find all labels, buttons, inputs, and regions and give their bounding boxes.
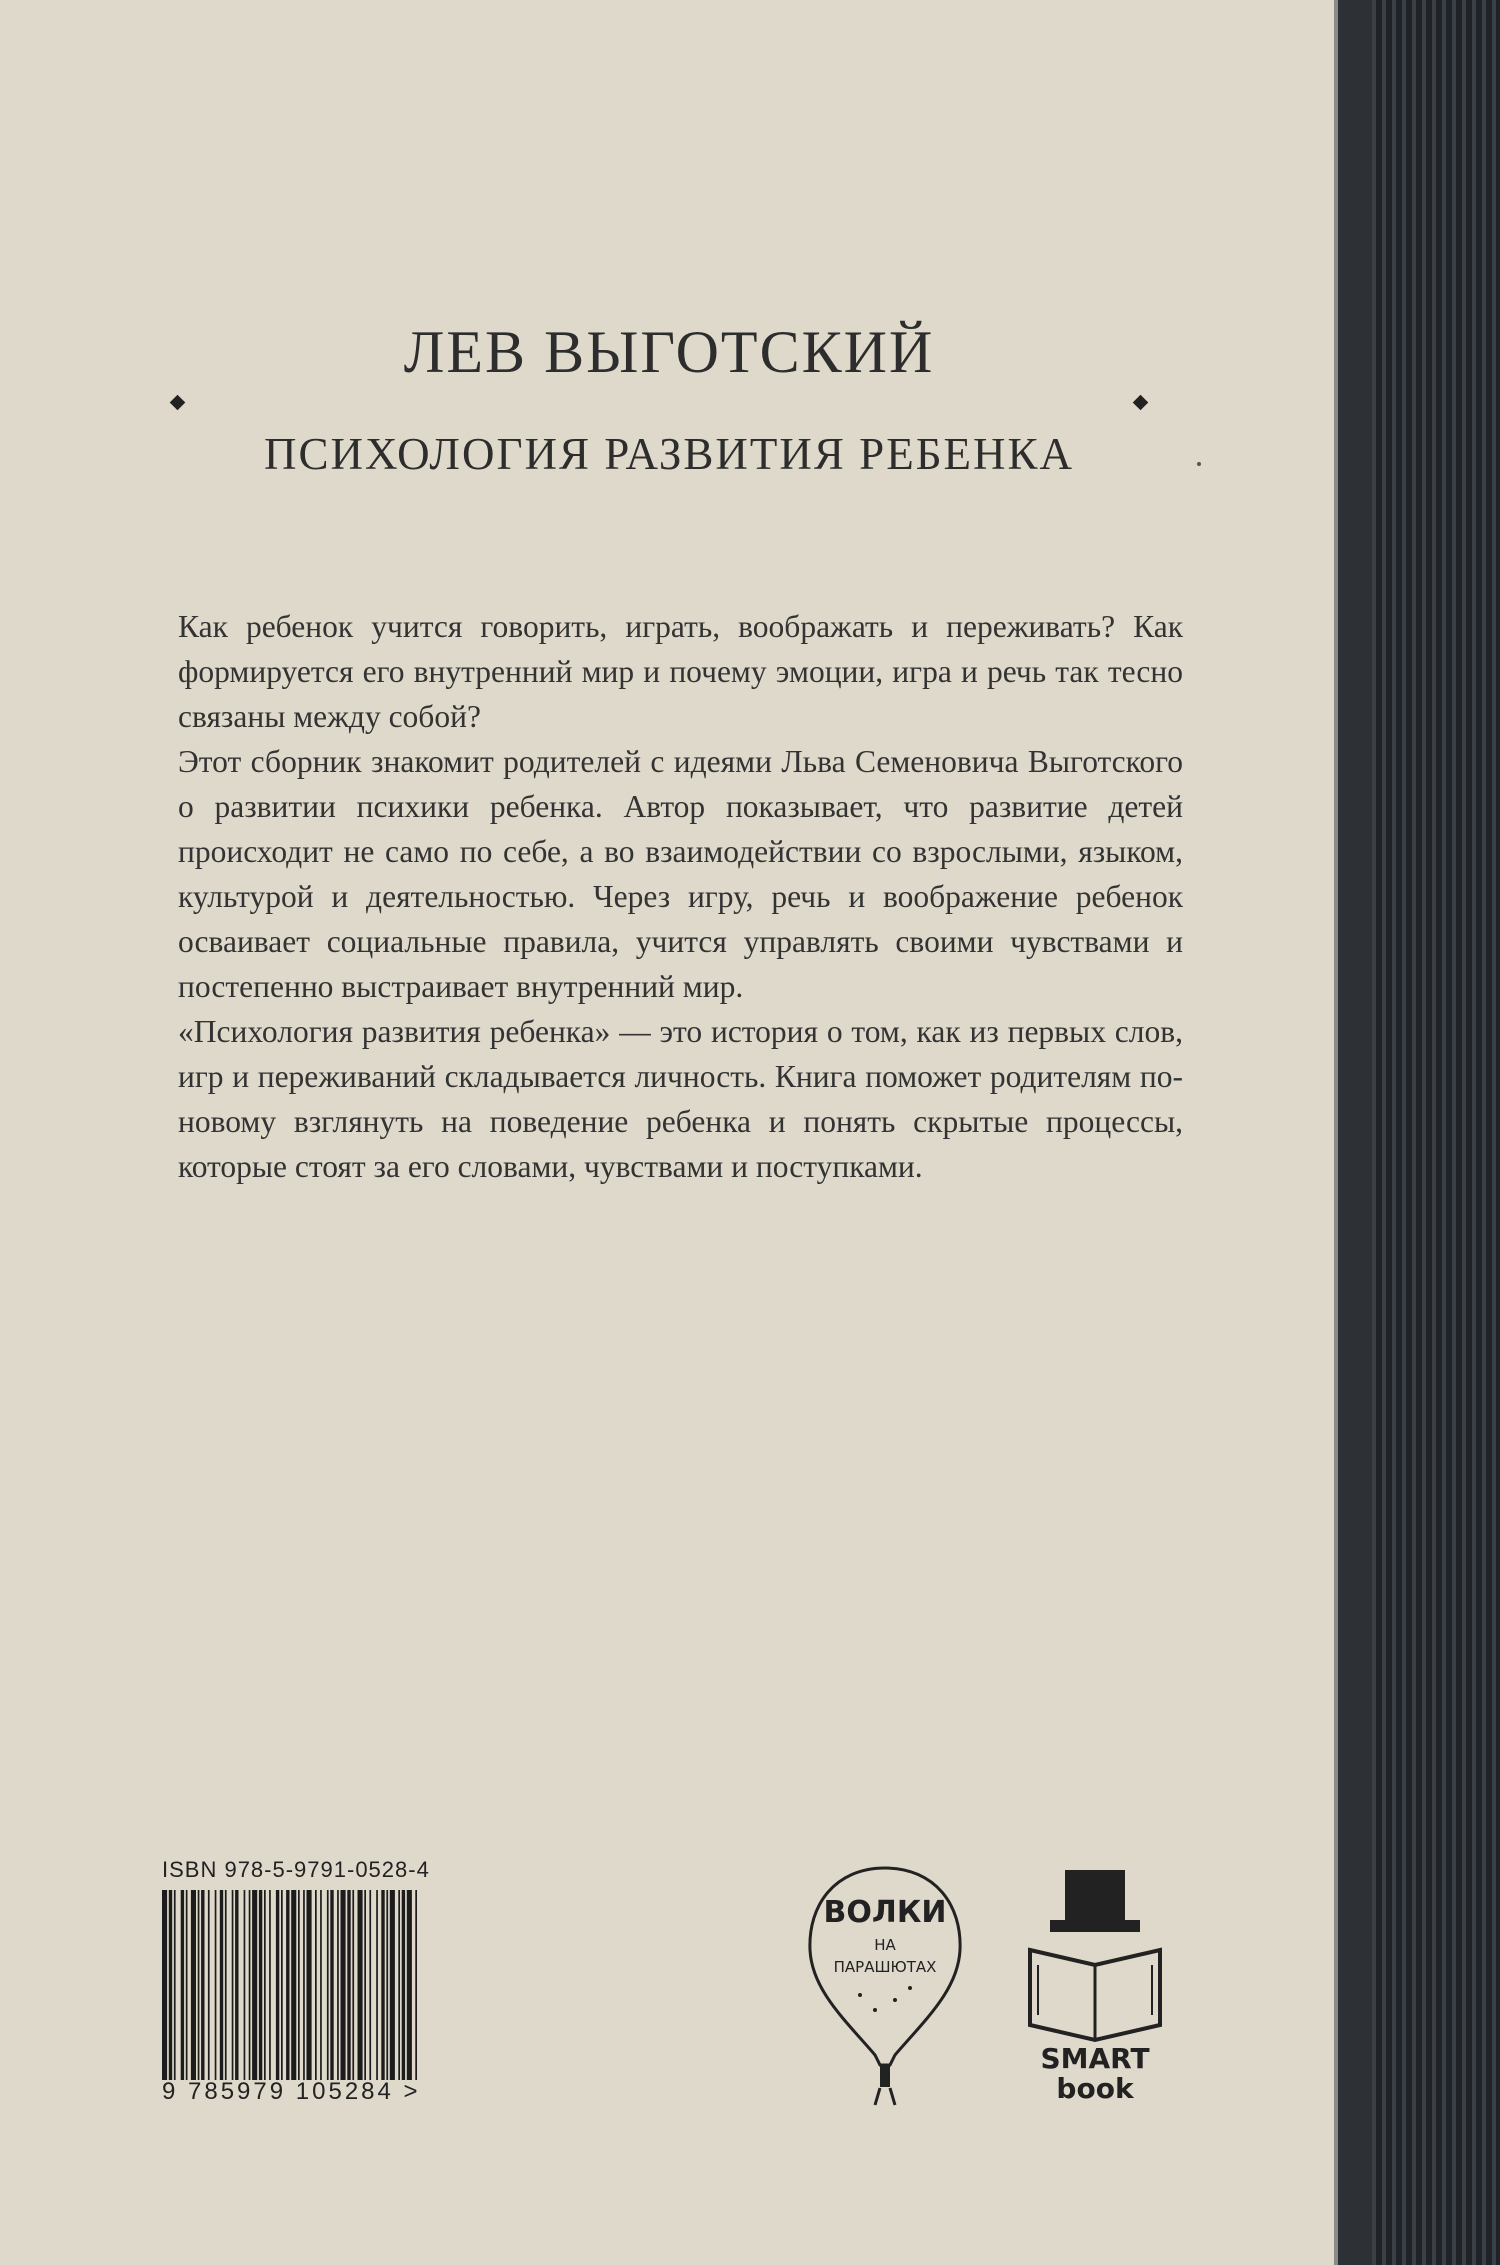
barcode-bar <box>235 1890 238 2080</box>
barcode-bar <box>407 1890 412 2080</box>
barcode-bar <box>208 1890 210 2080</box>
barcode-bar <box>369 1890 371 2080</box>
barcode-bar <box>390 1890 395 2080</box>
wolves-logo-text-3: ПАРАШЮТАХ <box>833 1958 937 1976</box>
blurb-paragraph-2: Этот сборник знакомит родителей с идеями Льва Семеновича Выготского о развитии психики ребенка. Автор показывает, что развитие детей происходит не само по себе, а во взаимодействии со взрослыми, языком, культурой и деятельностью. Через игру, речь и воображение ребенок осваивает социальные правила, учится управлять своими чувствами и постепенно выстраивает внутренний мир. <box>178 744 1183 1004</box>
barcode-bar <box>402 1890 405 2080</box>
barcode-bar <box>281 1890 283 2080</box>
barcode-bar <box>347 1890 350 2080</box>
barcode-bar <box>264 1890 266 2080</box>
blurb-paragraph-1: Как ребенок учится говорить, играть, воображать и переживать? Как формируется его внутренний мир и почему эмоции, игра и речь так тесно связаны между собой? <box>178 609 1183 734</box>
barcode-bar <box>415 1890 417 2080</box>
smart-logo-text-1: SMART <box>1040 2042 1150 2075</box>
wolves-on-parachutes-logo <box>800 1860 970 2120</box>
smart-logo-text-2: book <box>1056 2072 1134 2105</box>
barcode-bar <box>330 1890 333 2080</box>
barcode-bar <box>298 1890 300 2080</box>
barcode-bar <box>215 1890 217 2080</box>
barcode-bar <box>174 1890 176 2080</box>
barcode-bar <box>337 1890 339 2080</box>
barcode-bar <box>269 1890 271 2080</box>
barcode-bar <box>244 1890 246 2080</box>
smart-book-logo <box>1020 1865 1170 2105</box>
barcode-bar <box>198 1890 200 2080</box>
barcode-bar <box>307 1890 312 2080</box>
barcode-bar <box>341 1890 346 2080</box>
barcode-bar <box>276 1890 279 2080</box>
barcode-bar <box>186 1890 188 2080</box>
barcode-bar <box>252 1890 257 2080</box>
book-title: ПСИХОЛОГИЯ РАЗВИТИЯ РЕБЕНКА <box>263 429 1075 479</box>
barcode-bar <box>381 1890 384 2080</box>
barcode-digits: 9 785979 105284 > <box>162 2078 421 2105</box>
barcode-bar <box>315 1890 317 2080</box>
barcode-bar <box>352 1890 354 2080</box>
wolves-logo-text-2: НА <box>874 1936 896 1954</box>
author-name: ЛЕВ ВЫГОТСКИЙ <box>403 319 935 385</box>
spine-texture <box>1372 0 1500 2265</box>
barcode-bar <box>259 1890 262 2080</box>
barcode-bar <box>191 1890 196 2080</box>
barcode-bar <box>201 1890 204 2080</box>
blurb-text <box>178 604 1183 1189</box>
barcode-bar <box>249 1890 251 2080</box>
barcode-bar <box>364 1890 366 2080</box>
barcode-bar <box>225 1890 227 2080</box>
isbn-label: ISBN 978-5-9791-0528-4 <box>162 1857 430 1882</box>
barcode-bar <box>291 1890 296 2080</box>
barcode-bar <box>398 1890 400 2080</box>
barcode-bar <box>162 1890 167 2080</box>
barcode-bar <box>286 1890 289 2080</box>
barcode-icon <box>162 1890 485 2080</box>
barcode-bar <box>303 1890 305 2080</box>
barcode-bar <box>358 1890 363 2080</box>
barcode-bar <box>327 1890 329 2080</box>
blurb-paragraph-3: «Психология развития ребенка» — это история о том, как из первых слов, игр и переживаний складывается личность. Книга поможет родителям по-новому взглянуть на поведение ребенка и понять скрытые процессы, которые стоят за его словами, чувствами и поступками. <box>178 1014 1183 1184</box>
barcode-bar <box>376 1890 378 2080</box>
barcode-bar <box>169 1890 172 2080</box>
barcode-bar <box>320 1890 322 2080</box>
wolves-logo-text-1: ВОЛКИ <box>823 1895 947 1930</box>
barcode-bar <box>386 1890 388 2080</box>
barcode-bar <box>220 1890 223 2080</box>
barcode-bar <box>181 1890 184 2080</box>
barcode-bar <box>232 1890 234 2080</box>
